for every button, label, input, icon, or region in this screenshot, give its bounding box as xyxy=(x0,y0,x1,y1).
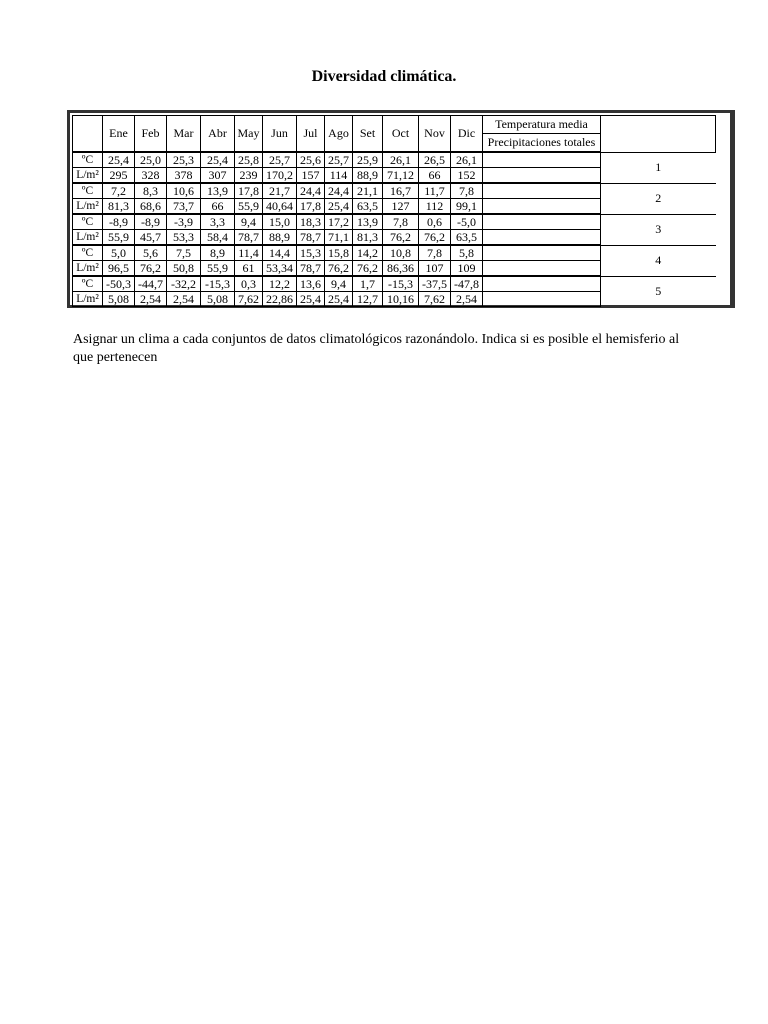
temperature-cell: 14,2 xyxy=(353,245,383,261)
precipitation-cell: 81,3 xyxy=(353,230,383,246)
temperature-cell: 13,9 xyxy=(353,214,383,230)
temperature-cell: -3,9 xyxy=(167,214,201,230)
month-header: Dic xyxy=(451,116,483,153)
page-title: Diversidad climática. xyxy=(311,68,457,85)
temperature-cell: 13,6 xyxy=(297,276,325,292)
precipitation-cell: 307 xyxy=(201,168,235,184)
temperature-cell: -8,9 xyxy=(135,214,167,230)
temperature-cell: -47,8 xyxy=(451,276,483,292)
temperature-cell: 25,6 xyxy=(297,152,325,168)
precipitation-cell: 55,9 xyxy=(103,230,135,246)
precipitation-cell: 63,5 xyxy=(451,230,483,246)
temperature-cell: 11,4 xyxy=(235,245,263,261)
legend-spacer xyxy=(483,214,601,230)
temperature-cell: 7,5 xyxy=(167,245,201,261)
temperature-cell: 10,6 xyxy=(167,183,201,199)
temperature-cell: 0,6 xyxy=(419,214,451,230)
temperature-cell: 10,8 xyxy=(383,245,419,261)
temperature-row xyxy=(73,245,716,261)
temperature-cell: 3,3 xyxy=(201,214,235,230)
precipitation-cell: 53,3 xyxy=(167,230,201,246)
legend-spacer xyxy=(483,199,601,215)
temperature-cell: 7,8 xyxy=(451,183,483,199)
precipitation-cell: 328 xyxy=(135,168,167,184)
temperature-cell: 24,4 xyxy=(297,183,325,199)
precipitation-cell: 25,4 xyxy=(325,199,353,215)
precipitation-cell: 2,54 xyxy=(135,292,167,307)
month-header: Oct xyxy=(383,116,419,153)
temperature-cell: 9,4 xyxy=(235,214,263,230)
temperature-cell: 25,4 xyxy=(201,152,235,168)
legend-spacer xyxy=(483,292,601,307)
legend-precipitation: Precipitaciones totales xyxy=(483,134,601,153)
precipitation-cell: 7,62 xyxy=(235,292,263,307)
precipitation-cell: 107 xyxy=(419,261,451,277)
legend-spacer xyxy=(483,261,601,277)
header-corner xyxy=(73,116,103,153)
precipitation-cell: 55,9 xyxy=(235,199,263,215)
precipitation-cell: 88,9 xyxy=(353,168,383,184)
temperature-cell: 15,8 xyxy=(325,245,353,261)
climate-table xyxy=(72,115,716,307)
set-number-header xyxy=(601,116,716,153)
temperature-cell: 15,0 xyxy=(263,214,297,230)
data-set-number: 4 xyxy=(601,245,716,276)
temperature-cell: 15,3 xyxy=(297,245,325,261)
temperature-cell: 21,7 xyxy=(263,183,297,199)
legend-spacer xyxy=(483,230,601,246)
legend-temperature: Temperatura media xyxy=(483,116,601,134)
precipitation-cell: 127 xyxy=(383,199,419,215)
precipitation-cell: 61 xyxy=(235,261,263,277)
precipitation-cell: 68,6 xyxy=(135,199,167,215)
legend-spacer xyxy=(483,183,601,199)
temperature-cell: 18,3 xyxy=(297,214,325,230)
temperature-cell: -50,3 xyxy=(103,276,135,292)
precipitation-cell: 5,08 xyxy=(103,292,135,307)
precipitation-cell: 81,3 xyxy=(103,199,135,215)
precipitation-cell: 78,7 xyxy=(297,230,325,246)
legend-spacer xyxy=(483,168,601,184)
unit-litres-per-m2: L/m² xyxy=(73,199,103,215)
temperature-cell: 25,8 xyxy=(235,152,263,168)
month-header: Jun xyxy=(263,116,297,153)
data-set-number: 1 xyxy=(601,152,716,183)
temperature-cell: 5,6 xyxy=(135,245,167,261)
data-set-number: 3 xyxy=(601,214,716,245)
temperature-cell: 5,8 xyxy=(451,245,483,261)
climate-table-frame xyxy=(67,110,735,308)
data-set-number: 5 xyxy=(601,276,716,307)
temperature-cell: 8,3 xyxy=(135,183,167,199)
temperature-cell: 7,8 xyxy=(383,214,419,230)
unit-litres-per-m2: L/m² xyxy=(73,261,103,277)
legend-spacer xyxy=(483,245,601,261)
temperature-row xyxy=(73,276,716,292)
unit-litres-per-m2: L/m² xyxy=(73,230,103,246)
precipitation-cell: 152 xyxy=(451,168,483,184)
precipitation-cell: 22,86 xyxy=(263,292,297,307)
temperature-cell: -8,9 xyxy=(103,214,135,230)
precipitation-cell: 45,7 xyxy=(135,230,167,246)
temperature-cell: 21,1 xyxy=(353,183,383,199)
precipitation-cell: 157 xyxy=(297,168,325,184)
temperature-cell: 25,3 xyxy=(167,152,201,168)
precipitation-cell: 88,9 xyxy=(263,230,297,246)
month-header: Feb xyxy=(135,116,167,153)
precipitation-cell: 99,1 xyxy=(451,199,483,215)
temperature-cell: 9,4 xyxy=(325,276,353,292)
precipitation-cell: 295 xyxy=(103,168,135,184)
unit-celsius: ºC xyxy=(73,214,103,230)
precipitation-cell: 73,7 xyxy=(167,199,201,215)
precipitation-cell: 25,4 xyxy=(297,292,325,307)
unit-celsius: ºC xyxy=(73,276,103,292)
precipitation-cell: 76,2 xyxy=(419,230,451,246)
month-header: Abr xyxy=(201,116,235,153)
temperature-cell: -32,2 xyxy=(167,276,201,292)
month-header: Ene xyxy=(103,116,135,153)
temperature-cell: 26,1 xyxy=(383,152,419,168)
temperature-cell: 25,9 xyxy=(353,152,383,168)
month-header: Nov xyxy=(419,116,451,153)
precipitation-cell: 86,36 xyxy=(383,261,419,277)
precipitation-cell: 12,7 xyxy=(353,292,383,307)
precipitation-cell: 78,7 xyxy=(235,230,263,246)
precipitation-cell: 55,9 xyxy=(201,261,235,277)
precipitation-cell: 96,5 xyxy=(103,261,135,277)
temperature-cell: 0,3 xyxy=(235,276,263,292)
temperature-cell: 25,0 xyxy=(135,152,167,168)
temperature-cell: -15,3 xyxy=(201,276,235,292)
precipitation-cell: 17,8 xyxy=(297,199,325,215)
unit-litres-per-m2: L/m² xyxy=(73,168,103,184)
precipitation-cell: 5,08 xyxy=(201,292,235,307)
unit-celsius: ºC xyxy=(73,152,103,168)
month-header: Mar xyxy=(167,116,201,153)
legend-spacer xyxy=(483,276,601,292)
precipitation-cell: 58,4 xyxy=(201,230,235,246)
month-header: May xyxy=(235,116,263,153)
temperature-cell: 25,4 xyxy=(103,152,135,168)
temperature-cell: 14,4 xyxy=(263,245,297,261)
precipitation-cell: 109 xyxy=(451,261,483,277)
temperature-cell: 8,9 xyxy=(201,245,235,261)
precipitation-cell: 53,34 xyxy=(263,261,297,277)
temperature-cell: 11,7 xyxy=(419,183,451,199)
precipitation-cell: 71,1 xyxy=(325,230,353,246)
unit-celsius: ºC xyxy=(73,183,103,199)
temperature-cell: 7,2 xyxy=(103,183,135,199)
month-header: Ago xyxy=(325,116,353,153)
precipitation-cell: 71,12 xyxy=(383,168,419,184)
precipitation-cell: 50,8 xyxy=(167,261,201,277)
temperature-cell: 26,1 xyxy=(451,152,483,168)
temperature-row xyxy=(73,214,716,230)
month-header: Set xyxy=(353,116,383,153)
temperature-cell: 25,7 xyxy=(325,152,353,168)
temperature-cell: 17,2 xyxy=(325,214,353,230)
legend-spacer xyxy=(483,152,601,168)
precipitation-cell: 76,2 xyxy=(325,261,353,277)
temperature-cell: 25,7 xyxy=(263,152,297,168)
temperature-cell: 13,9 xyxy=(201,183,235,199)
precipitation-cell: 76,2 xyxy=(353,261,383,277)
precipitation-cell: 25,4 xyxy=(325,292,353,307)
precipitation-cell: 112 xyxy=(419,199,451,215)
temperature-cell: 26,5 xyxy=(419,152,451,168)
data-set-number: 2 xyxy=(601,183,716,214)
temperature-cell: 1,7 xyxy=(353,276,383,292)
month-header: Jul xyxy=(297,116,325,153)
temperature-row xyxy=(73,183,716,199)
precipitation-cell: 2,54 xyxy=(451,292,483,307)
precipitation-cell: 78,7 xyxy=(297,261,325,277)
temperature-cell: 16,7 xyxy=(383,183,419,199)
precipitation-cell: 2,54 xyxy=(167,292,201,307)
temperature-cell: 17,8 xyxy=(235,183,263,199)
unit-celsius: ºC xyxy=(73,245,103,261)
precipitation-cell: 114 xyxy=(325,168,353,184)
precipitation-cell: 10,16 xyxy=(383,292,419,307)
precipitation-cell: 76,2 xyxy=(135,261,167,277)
precipitation-cell: 66 xyxy=(419,168,451,184)
precipitation-cell: 7,62 xyxy=(419,292,451,307)
temperature-cell: -5,0 xyxy=(451,214,483,230)
unit-litres-per-m2: L/m² xyxy=(73,292,103,307)
temperature-cell: 24,4 xyxy=(325,183,353,199)
precipitation-cell: 40,64 xyxy=(263,199,297,215)
precipitation-cell: 66 xyxy=(201,199,235,215)
precipitation-cell: 170,2 xyxy=(263,168,297,184)
precipitation-cell: 378 xyxy=(167,168,201,184)
temperature-cell: 12,2 xyxy=(263,276,297,292)
exercise-question: Asignar un clima a cada conjuntos de datos climatológicos razonándolo. Indica si es posible el hemisferio al que pertenecen xyxy=(73,332,680,365)
temperature-cell: -15,3 xyxy=(383,276,419,292)
precipitation-cell: 63,5 xyxy=(353,199,383,215)
temperature-cell: -44,7 xyxy=(135,276,167,292)
precipitation-cell: 239 xyxy=(235,168,263,184)
temperature-cell: 5,0 xyxy=(103,245,135,261)
precipitation-cell: 76,2 xyxy=(383,230,419,246)
temperature-cell: 7,8 xyxy=(419,245,451,261)
temperature-row xyxy=(73,152,716,168)
temperature-cell: -37,5 xyxy=(419,276,451,292)
